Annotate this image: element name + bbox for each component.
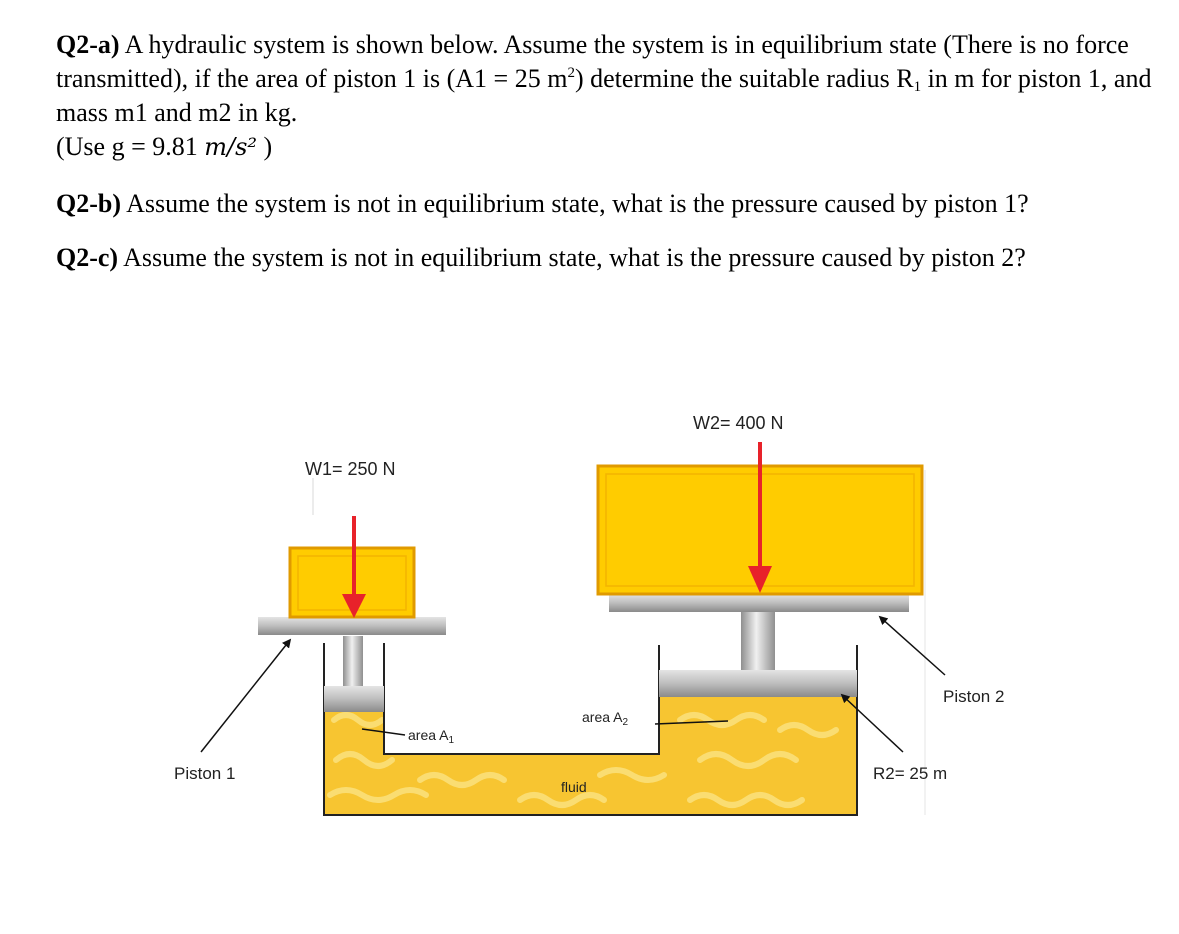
- piston-2-head: [659, 670, 857, 697]
- piston-1-label: Piston 1: [174, 764, 236, 783]
- piston-2-rod: [741, 612, 775, 670]
- question-2b-text: Assume the system is not in equilibrium state, what is the pressure caused by piston 1?: [121, 189, 1029, 218]
- gravity-note-suffix: ): [257, 132, 273, 161]
- gravity-note-prefix: (Use g = 9.81: [56, 132, 205, 161]
- area-1-text: area A: [408, 727, 449, 743]
- question-2c-label: Q2-c): [56, 243, 119, 272]
- piston-2-label: Piston 2: [943, 687, 1005, 706]
- area-2-subscript: 2: [622, 717, 629, 728]
- area-2-text: area A: [582, 709, 623, 725]
- area-2-label: [582, 709, 628, 728]
- question-2c-text: Assume the system is not in equilibrium state, what is the pressure caused by piston 2?: [118, 243, 1026, 272]
- piston-2-leader: [880, 617, 945, 675]
- piston-1-head: [324, 686, 384, 712]
- w2-label: W2= 400 N: [693, 413, 784, 433]
- question-2a-label: Q2-a): [56, 30, 120, 59]
- radius-subscript: 1: [913, 79, 922, 95]
- r2-label: R2= 25 m: [873, 764, 948, 783]
- question-2a-text-3: in m for piston 1, and mass m1 and m2 in kg.: [56, 64, 1152, 127]
- question-2a-text-2: ) determine the suitable radius R: [574, 64, 914, 93]
- question-2a-text-1: A hydraulic system is shown below. Assume the system is in equilibrium state (There is no force transmitted), if the area of piston 1 is (A1 = 25 m: [56, 30, 1129, 93]
- piston-1-leader: [201, 640, 290, 752]
- area-1-label: [408, 727, 454, 746]
- area-unit-superscript: 2: [567, 65, 575, 81]
- fluid-label: fluid: [561, 779, 587, 795]
- piston-1-rod: [343, 636, 363, 686]
- piston-2-platform: [609, 594, 909, 612]
- w1-label: W1= 250 N: [305, 459, 396, 479]
- area-1-subscript: 1: [448, 735, 455, 746]
- gravity-unit: m/s²: [204, 133, 258, 161]
- piston-1-platform: [258, 617, 446, 635]
- question-2b-label: Q2-b): [56, 189, 121, 218]
